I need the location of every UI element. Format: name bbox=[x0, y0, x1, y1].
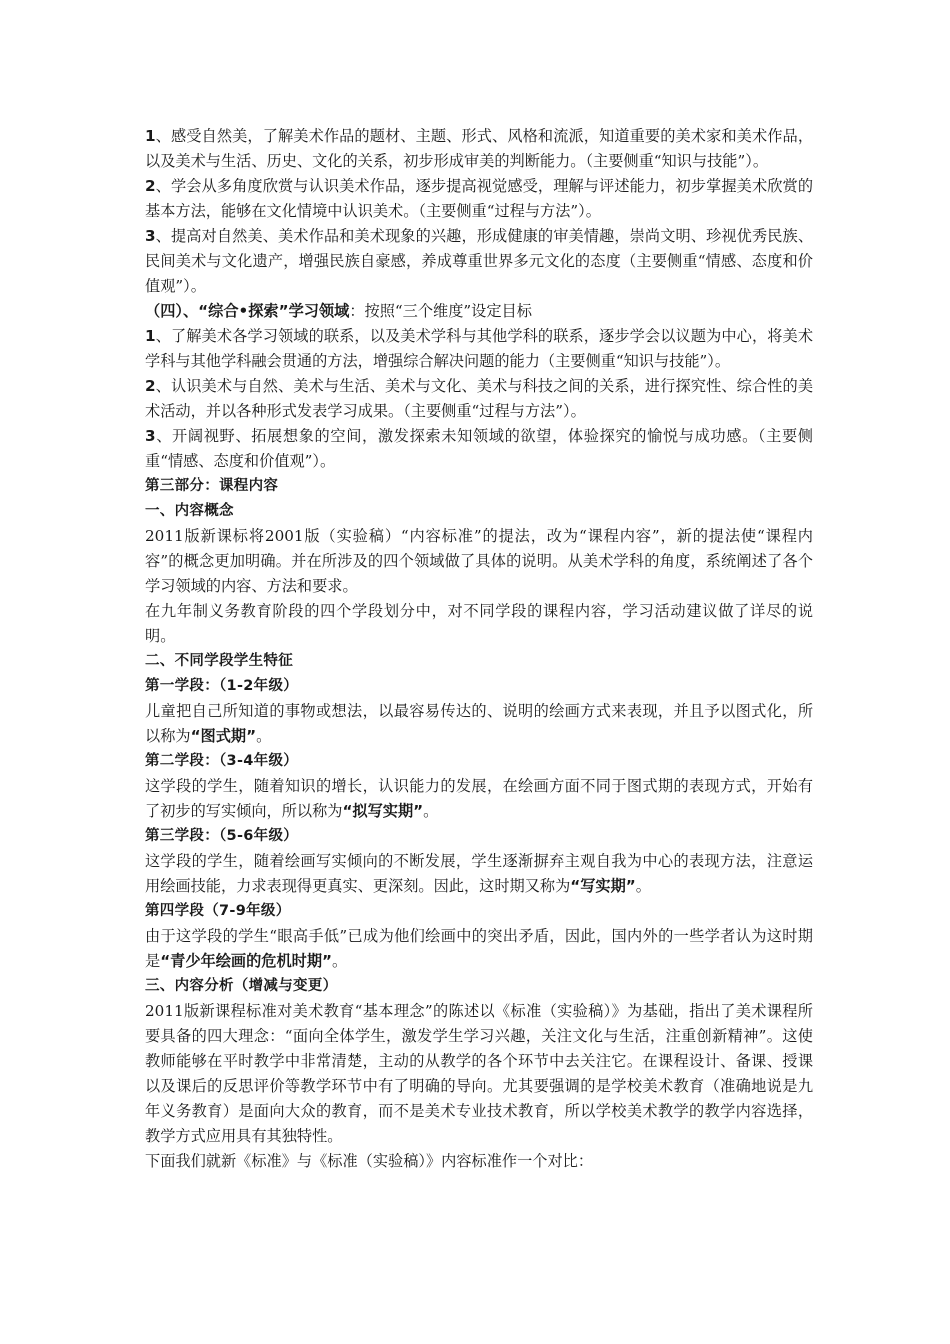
list-item: 1、了解美术各学习领域的联系，以及美术学科与其他学科的联系，逐步学会以议题为中心，将美术学科与其他学科融会贯通的方法，增强综合解决问题的能力（主要侧重“知识与技能”）。 bbox=[145, 327, 813, 370]
paragraph: 2011版新课标将2001版（实验稿）“内容标准”的提法，改为“课程内容”，新的提法使“课程内容”的概念更加明确。并在所涉及的四个领域做了具体的说明。从美术学科的角度，系统阐述了各个学习领域的内容、方法和要求。 bbox=[145, 527, 813, 595]
list-item: 3、开阔视野、拓展想象的空间，激发探索未知领域的欲望，体验探究的愉悦与成功感。（主要侧重“情感、态度和价值观”）。 bbox=[145, 427, 813, 470]
stage-title: 第三学段：（5-6年级） bbox=[145, 828, 299, 844]
paragraph: 儿童把自己所知道的事物或想法，以最容易传达的、说明的绘画方式来表现，并且予以图式化，所以称为“图式期”。 bbox=[145, 702, 813, 745]
paragraph: 2011版新课程标准对美术教育“基本理念”的陈述以《标准（实验稿）》为基础，指出了美术课程所要具备的四大理念：“面向全体学生，激发学生学习兴趣，关注文化与生活，注重创新精神”。这使教师能够在平时教学中非常清楚，主动的从教学的各个环节中去关注它。在课程设计、备课、授课以及课后的反思评价等教学环节中有了明确的导向。尤其要强调的是学校美术教育（准确地说是九年义务教育）是面向大众的教育，而不是美术专业技术教育，所以学校美术教学的教学内容选择，教学方式应用具有其独特性。 bbox=[145, 1002, 813, 1145]
paragraph: 这学段的学生，随着知识的增长，认识能力的发展，在绘画方面不同于图式期的表现方式，开始有了初步的写实倾向，所以称为“拟写实期”。 bbox=[145, 777, 813, 820]
stage-title: 第四学段（7-9年级） bbox=[145, 903, 291, 919]
paragraph: 这学段的学生，随着绘画写实倾向的不断发展，学生逐渐摒弃主观自我为中心的表现方法，注意运用绘画技能，力求表现得更真实、更深刻。因此，这时期又称为“写实期”。 bbox=[145, 852, 813, 895]
document-body bbox=[145, 124, 813, 1174]
section-heading: 三、内容分析（增减与变更） bbox=[145, 978, 338, 994]
section-heading: 一、内容概念 bbox=[145, 503, 234, 519]
list-item: 2、学会从多角度欣赏与认识美术作品，逐步提高视觉感受，理解与评述能力，初步掌握美术欣赏的基本方法，能够在文化情境中认识美术。（主要侧重“过程与方法”）。 bbox=[145, 177, 813, 220]
list-item: 2、认识美术与自然、美术与生活、美术与文化、美术与科技之间的关系，进行探究性、综合性的美术活动，并以各种形式发表学习成果。（主要侧重“过程与方法”）。 bbox=[145, 377, 813, 420]
list-item: 3、提高对自然美、美术作品和美术现象的兴趣，形成健康的审美情趣，崇尚文明、珍视优秀民族、民间美术与文化遗产，增强民族自豪感，养成尊重世界多元文化的态度（主要侧重“情感、态度和价值观”）。 bbox=[145, 227, 813, 295]
paragraph: 由于这学段的学生“眼高手低”已成为他们绘画中的突出矛盾，因此，国内外的一些学者认为这时期是“青少年绘画的危机时期”。 bbox=[145, 927, 813, 970]
paragraph: 在九年制义务教育阶段的四个学段划分中，对不同学段的课程内容，学习活动建议做了详尽的说明。 bbox=[145, 602, 813, 645]
stage-title: 第二学段：（3-4年级） bbox=[145, 753, 299, 769]
section-heading: 二、不同学段学生特征 bbox=[145, 653, 293, 669]
stage-title: 第一学段：（1-2年级） bbox=[145, 678, 299, 694]
part-title: 第三部分：课程内容 bbox=[145, 478, 279, 494]
list-item: 1、感受自然美，了解美术作品的题材、主题、形式、风格和流派，知道重要的美术家和美术作品，以及美术与生活、历史、文化的关系，初步形成审美的判断能力。（主要侧重“知识与技能”）。 bbox=[145, 127, 813, 170]
section-heading: （四）、“综合•探索”学习领域：按照“三个维度”设定目标 bbox=[145, 302, 532, 320]
paragraph: 下面我们就新《标准》与《标准（实验稿）》内容标准作一个对比： bbox=[145, 1152, 594, 1170]
